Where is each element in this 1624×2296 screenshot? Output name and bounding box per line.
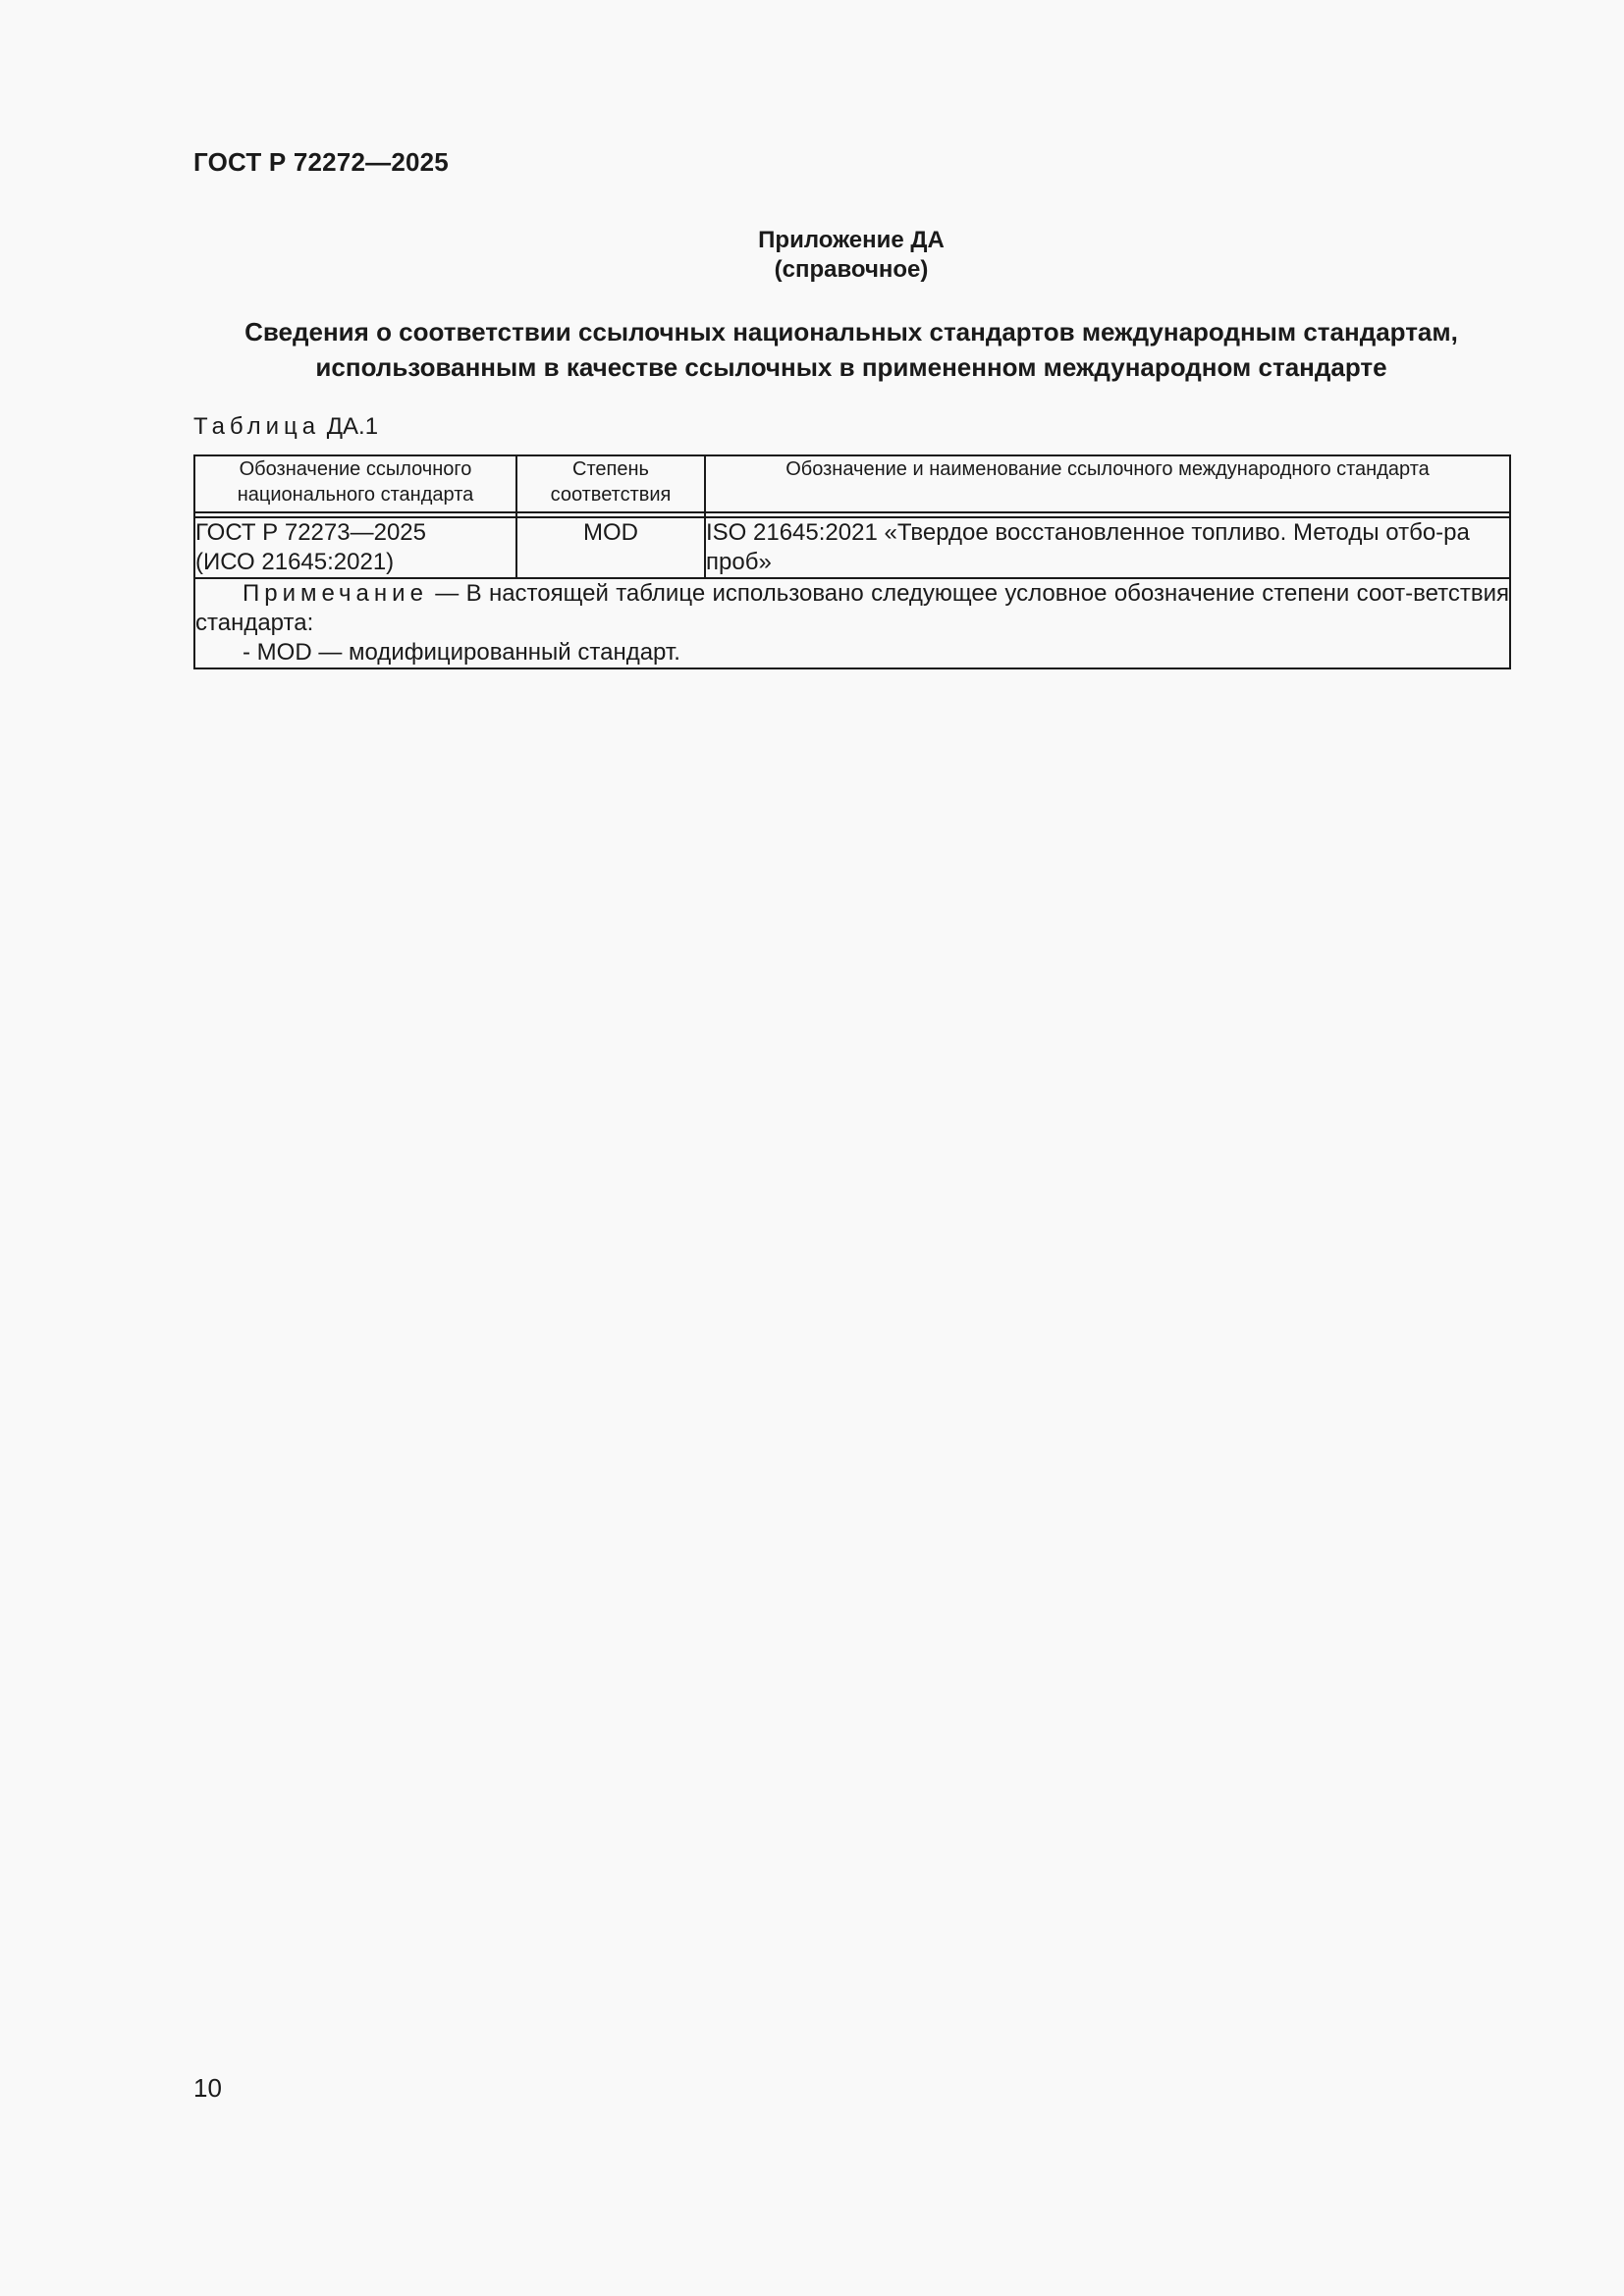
document-code: ГОСТ Р 72272—2025 <box>193 147 449 177</box>
page-number: 10 <box>193 2073 222 2103</box>
section-title-line-1: Сведения о соответствии ссылочных национальных стандартов международным стандартам, <box>244 317 1458 347</box>
reference-table-container <box>193 454 1509 669</box>
section-title-line-2: использованным в качестве ссылочных в примененном международном стандарте <box>315 352 1387 382</box>
table-caption-number: ДА.1 <box>326 413 379 440</box>
cell-national-standard <box>194 517 516 578</box>
header-degree: Степень соответствия <box>516 455 705 512</box>
note-text: — В настоящей таблице использовано следующее условное обозначение степени соот-ветствия стандарта: <box>195 580 1509 636</box>
national-standard-iso-ref: (ИСО 21645:2021) <box>195 549 395 575</box>
header-international-standard: Обозначение и наименование ссылочного международного стандарта <box>705 455 1510 512</box>
appendix-heading <box>193 226 1509 285</box>
table-note <box>194 578 1510 668</box>
table-row <box>194 517 1510 578</box>
note-list-item: - MOD — модифицированный стандарт. <box>243 639 680 666</box>
appendix-title: Приложение ДА <box>758 227 945 253</box>
appendix-kind: (справочное) <box>774 256 929 283</box>
cell-degree: MOD <box>516 517 705 578</box>
section-title <box>193 314 1509 385</box>
reference-table <box>193 454 1511 669</box>
table-note-row <box>194 578 1510 668</box>
header-national-standard: Обозначение ссылочного национального стандарта <box>194 455 516 512</box>
cell-international-standard: ISO 21645:2021 «Твердое восстановленное топливо. Методы отбо-ра проб» <box>705 517 1510 578</box>
note-label: Примечание <box>243 580 428 607</box>
note-paragraph <box>195 579 1509 638</box>
table-caption <box>193 412 378 442</box>
table-caption-word: Таблица <box>193 413 321 440</box>
table-header-row <box>194 455 1510 512</box>
national-standard-code: ГОСТ Р 72273—2025 <box>195 519 426 546</box>
